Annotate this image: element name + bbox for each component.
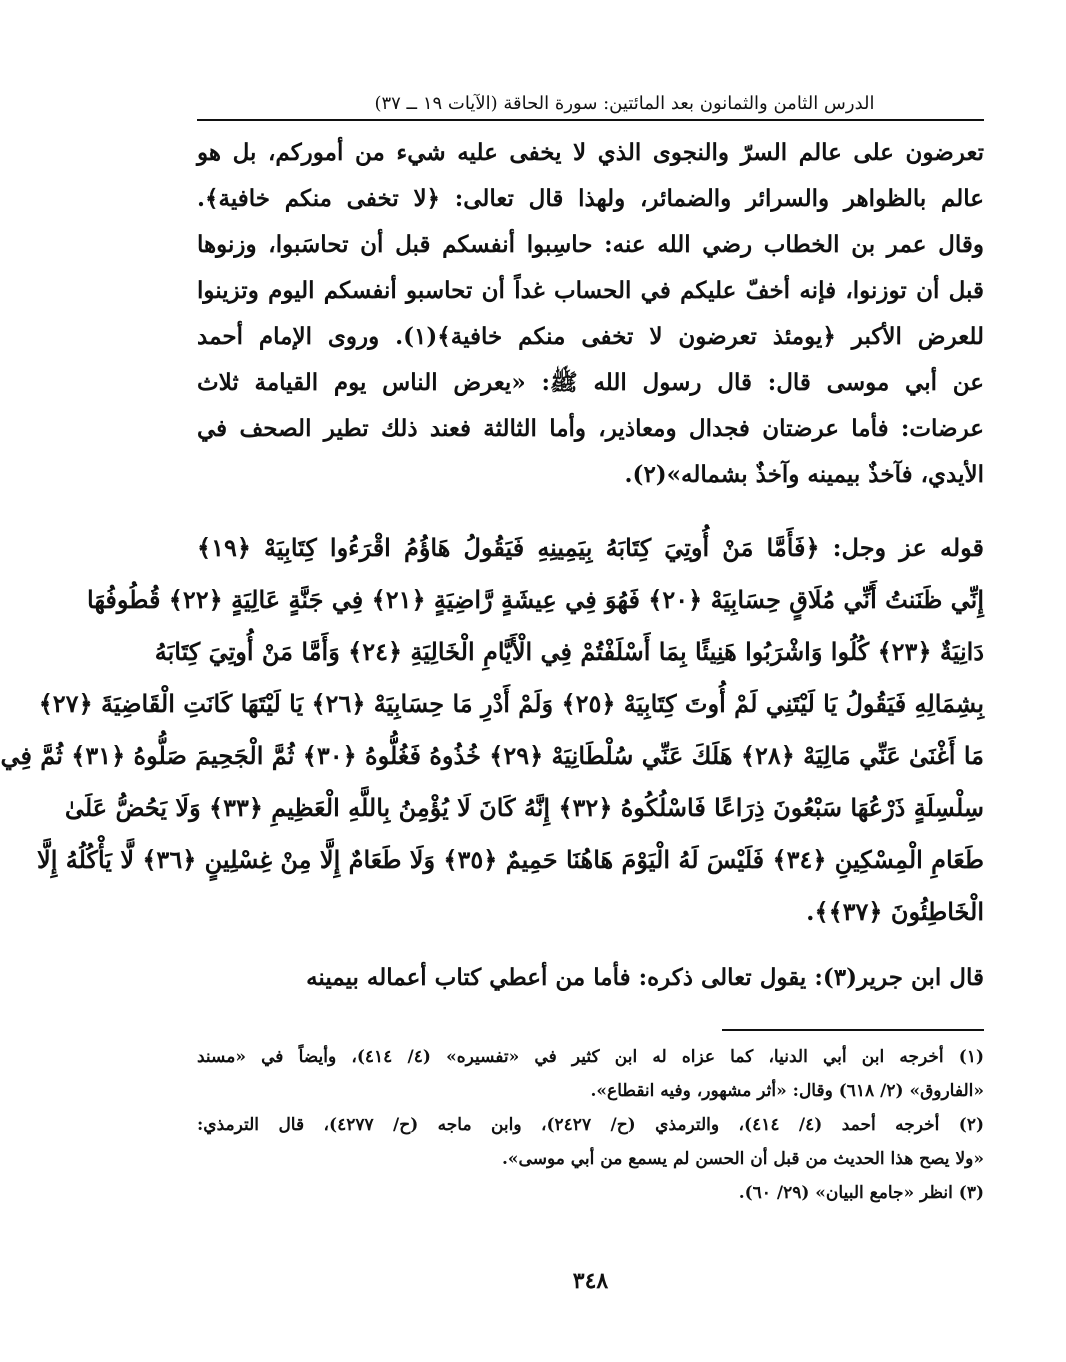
running-header: الدرس الثامن والثمانون بعد المائتين: سورة الحاقة (الآيات ١٩ ــ ٣٧) bbox=[374, 93, 875, 114]
footnote-line: (٢) أخرجه أحمد (٤/ ٤١٤)، والترمذي (ح/ ٢٤٢٧)، وابن ماجه (ح/ ٤٢٧٧)، قال الترمذي: bbox=[197, 1115, 984, 1135]
quran-line: سِلْسِلَةٍ ذَرْعُهَا سَبْعُونَ ذِرَاعًا فَاسْلُكُوهُ ﴿٣٢﴾ إِنَّهُ كَانَ لَا يُؤْمِنُ بِاللَّهِ الْعَظِيمِ ﴿٣٣﴾ وَلَا يَحُضُّ عَلَىٰ bbox=[64, 793, 984, 822]
body-line: قبل أن توزنوا، فإنه أخفّ عليكم في الحساب غداً أن تحاسبو أنفسكم اليوم وتزينوا bbox=[197, 277, 984, 304]
footnote-line: (٣) انظر «جامع البيان» (٢٩/ ٦٠). bbox=[738, 1183, 984, 1203]
page-number: ٣٤٨ bbox=[572, 1268, 609, 1294]
body-line: للعرض الأكبر ﴿يومئذ تعرضون لا تخفى منكم خافية﴾(١). وروى الإمام أحمد bbox=[197, 323, 984, 350]
quran-line: مَا أَغْنَىٰ عَنِّي مَالِيَهْ ﴿٢٨﴾ هَلَكَ عَنِّي سُلْطَانِيَهْ ﴿٢٩﴾ خُذُوهُ فَغُلُّوهُ ﴿٣٠﴾ ثُمَّ الْجَحِيمَ صَلُّوهُ ﴿٣١﴾ ثُمَّ فِي bbox=[0, 741, 984, 770]
quran-line: بِشِمَالِهِ فَيَقُولُ يَا لَيْتَنِي لَمْ أُوتَ كِتَابِيَهْ ﴿٢٥﴾ وَلَمْ أَدْرِ مَا حِسَابِيَهْ ﴿٢٦﴾ يَا لَيْتَهَا كَانَتِ الْقَاضِيَةَ ﴿٢٧﴾ bbox=[38, 689, 984, 718]
body-line: عالم بالظواهر والسرائر والضمائر، ولهذا قال تعالى: ﴿لا تخفى منكم خافية﴾. bbox=[197, 185, 984, 212]
footnote-line: «الفاروق» (٢/ ٦١٨) وقال: «أثر مشهور، وفيه انقطاع». bbox=[590, 1081, 984, 1101]
commentary-paragraph bbox=[197, 955, 984, 1001]
quran-line: قوله عز وجل: ﴿فَأَمَّا مَنْ أُوتِيَ كِتَابَهُ بِيَمِينِهِ فَيَقُولُ هَاؤُمُ اقْرَءُوا كِتَابِيَهْ ﴿١٩﴾ bbox=[197, 533, 984, 562]
footnote-divider bbox=[722, 1029, 984, 1031]
footnotes bbox=[197, 1040, 984, 1210]
footnote-line: «ولا يصح هذا الحديث من قبل أن الحسن لم يسمع من أبي موسى». bbox=[502, 1149, 984, 1169]
body-paragraph bbox=[197, 130, 984, 498]
header-divider bbox=[197, 119, 984, 121]
commentary-line: قال ابن جرير(٣): يقول تعالى ذكره: فأما من أعطي كتاب أعماله بيمينه bbox=[306, 964, 984, 991]
body-line: وقال عمر بن الخطاب رضي الله عنه: حاسِبوا أنفسكم قبل أن تحاسَبوا، وزنوها bbox=[197, 231, 984, 258]
body-line: الأيدي، فآخذٌ بيمينه وآخذٌ بشماله»(٢). bbox=[624, 461, 984, 488]
quran-line: الْخَاطِئُونَ ﴿٣٧﴾﴾. bbox=[806, 897, 984, 926]
quran-line: طَعَامِ الْمِسْكِينِ ﴿٣٤﴾ فَلَيْسَ لَهُ الْيَوْمَ هَاهُنَا حَمِيمٌ ﴿٣٥﴾ وَلَا طَعَامٌ إِلَّا مِنْ غِسْلِينٍ ﴿٣٦﴾ لَّا يَأْكُلُهُ إِلَّا bbox=[37, 845, 984, 874]
quran-passage bbox=[0, 522, 984, 938]
body-line: تعرضون على عالم السرّ والنجوى الذي لا يخفى عليه شيء من أموركم، بل هو bbox=[197, 139, 984, 166]
quran-line: دَانِيَةٌ ﴿٢٣﴾ كُلُوا وَاشْرَبُوا هَنِيئًا بِمَا أَسْلَفْتُمْ فِي الْأَيَّامِ الْخَالِيَةِ ﴿٢٤﴾ وَأَمَّا مَنْ أُوتِيَ كِتَابَهُ bbox=[154, 637, 984, 666]
quran-line: إِنِّي ظَنَنتُ أَنِّي مُلَاقٍ حِسَابِيَهْ ﴿٢٠﴾ فَهُوَ فِي عِيشَةٍ رَّاضِيَةٍ ﴿٢١﴾ فِي جَنَّةٍ عَالِيَةٍ ﴿٢٢﴾ قُطُوفُهَا bbox=[87, 585, 984, 614]
footnote-line: (١) أخرجه ابن أبي الدنيا، كما عزاه له ابن كثير في «تفسيره» (٤/ ٤١٤)، وأيضاً في «مسند bbox=[197, 1047, 984, 1067]
body-line: عرضات: فأما عرضتان فجدال ومعاذير، وأما الثالثة فعند ذلك تطير الصحف في bbox=[197, 415, 984, 442]
body-line: عن أبي موسى قال: قال رسول الله ﷺ: «يعرض الناس يوم القيامة ثلاث bbox=[197, 369, 984, 396]
